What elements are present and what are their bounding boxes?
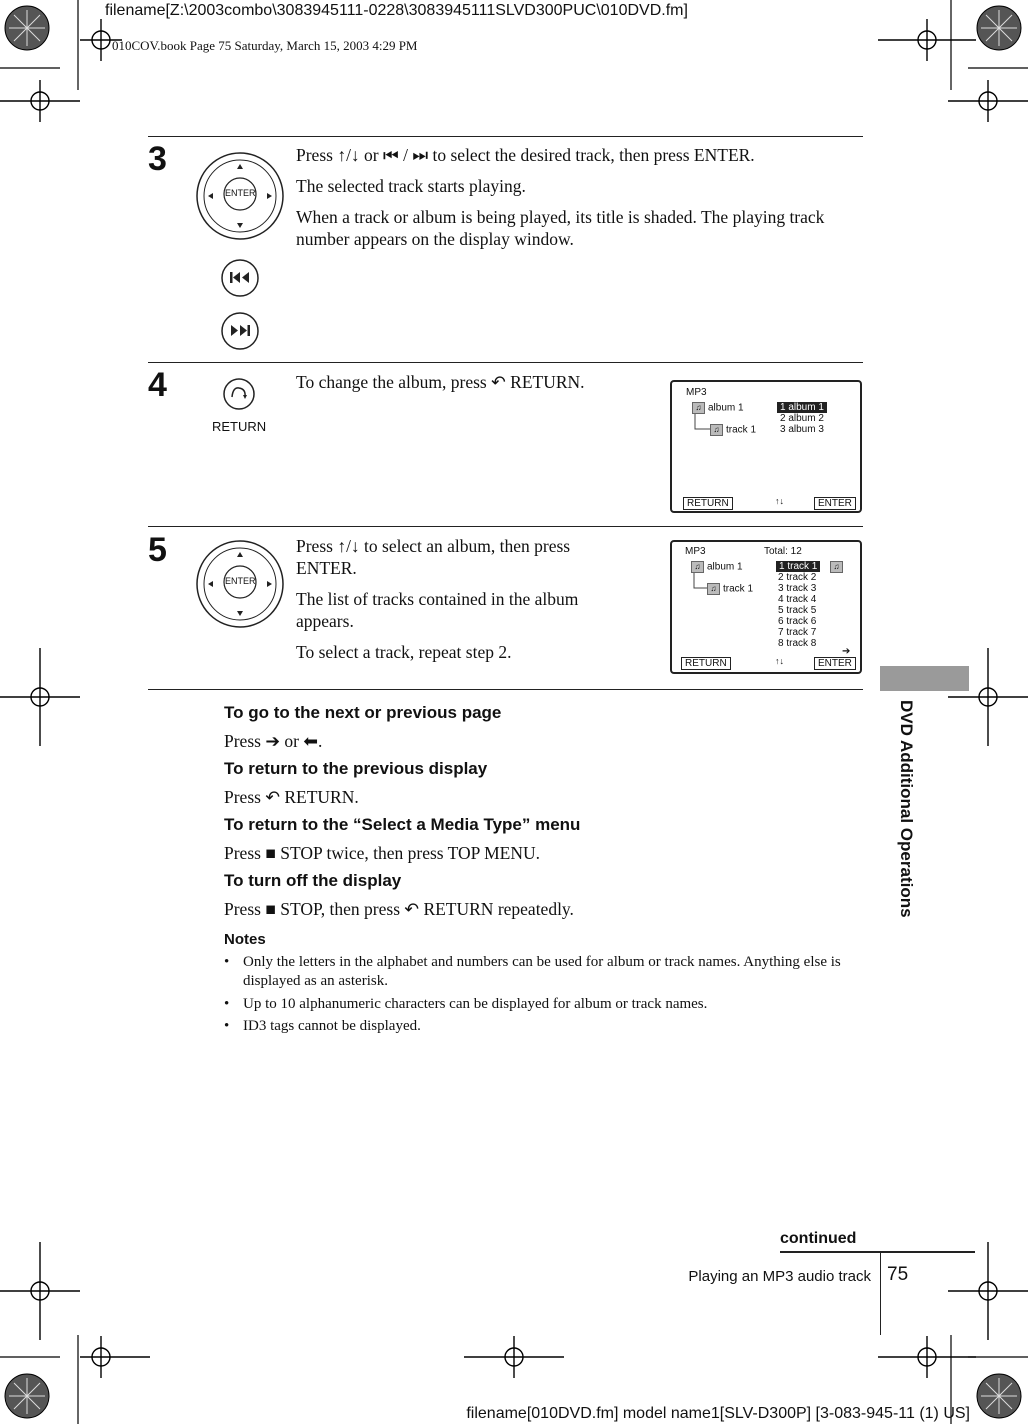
footer-filename: filename[010DVD.fm] model name1[SLV-D300P] [3-083-945-11 (1) US] (466, 1405, 970, 1422)
return-icon (222, 377, 256, 416)
step-5-text (296, 535, 626, 672)
list-item: 2 album 2 (780, 413, 824, 424)
enter-label: ENTER (225, 576, 256, 586)
section-body: Press ■ STOP, then press ↶ RETURN repeatedly. (224, 899, 574, 919)
list-item: 5 track 5 (778, 605, 817, 616)
list-item: 3 album 3 (780, 424, 824, 435)
step-paragraph: The list of tracks contained in the album appears. (296, 589, 579, 631)
header-filename: filename[Z:\2003combo\3083945111-0228\3083945111SLVD300PUC\010DVD.fm] (105, 2, 688, 19)
step-3-text (296, 144, 862, 259)
screen-total: Total: 12 (764, 546, 802, 557)
continued-label: continued (780, 1230, 857, 1247)
header-book-info: 010COV.book Page 75 Saturday, March 15, 2003 4:29 PM (112, 38, 418, 53)
notes-list (224, 953, 864, 1036)
section-heading: To return to the “Select a Media Type” menu (224, 815, 581, 834)
screen-updown-arrows: ↑↓ (775, 656, 784, 666)
step-paragraph: To change the album, press ↶ RETURN. (296, 372, 585, 392)
step-divider (148, 526, 863, 527)
note-item: • Only the letters in the alphabet and numbers can be used for album or track names. Anything else is displayed as an asterisk. (224, 954, 841, 989)
list-item-selected: 1 album 1 (777, 402, 827, 413)
note-item: • ID3 tags cannot be displayed. (224, 1018, 421, 1034)
step-paragraph: Press ↑/↓ to select an album, then press ENTER. (296, 536, 571, 578)
list-item: 4 track 4 (778, 594, 817, 605)
next-track-icon (220, 311, 260, 356)
music-note-icon: ♫ (692, 402, 705, 414)
step-paragraph: When a track or album is being played, its title is shaded. The playing track number appears on the display window. (296, 207, 825, 249)
list-item-selected: 1 track 1 (776, 561, 820, 572)
step-divider (148, 362, 863, 363)
step-number: 4 (148, 366, 167, 404)
tree-connector (694, 414, 712, 434)
section-heading: To go to the next or previous page (224, 703, 502, 722)
section-heading: To turn off the display (224, 871, 402, 890)
side-tab-marker (880, 666, 969, 691)
more-right-arrow: ➔ (842, 646, 851, 657)
tree-connector (693, 573, 711, 593)
step-paragraph: Press ↑/↓ or ⏮ / ⏭ to select the desired track, then press ENTER. (296, 145, 755, 165)
step-paragraph: To select a track, repeat step 2. (296, 642, 512, 662)
step-divider (148, 689, 863, 690)
screen-enter-button: ENTER (814, 657, 856, 670)
step-number: 5 (148, 531, 167, 569)
list-item: 7 track 7 (778, 627, 817, 638)
music-note-icon: ♫ (691, 561, 704, 573)
step-4-text (296, 371, 656, 402)
section-body: Press ↶ RETURN. (224, 787, 359, 807)
step-number: 3 (148, 140, 167, 178)
enter-pad-icon (195, 151, 285, 241)
screen-updown-arrows: ↑↓ (775, 496, 784, 506)
enter-pad-icon (195, 539, 285, 629)
section-body: Press ■ STOP twice, then press TOP MENU. (224, 843, 541, 863)
return-label: RETURN (212, 419, 267, 434)
tree-album: ♫ album 1 (692, 402, 744, 414)
mp3-track-screen (670, 540, 862, 674)
side-tab-label: DVD Additional Operations (897, 700, 916, 918)
music-note-icon: ♫ (707, 583, 720, 595)
prev-track-icon (220, 258, 260, 303)
music-note-icon: ♫ (710, 424, 723, 436)
page-number: 75 (887, 1264, 909, 1285)
footer-section-title: Playing an MP3 audio track (688, 1268, 871, 1285)
mp3-album-screen (670, 380, 862, 513)
footer-vertical-rule (880, 1251, 881, 1335)
list-item: 6 track 6 (778, 616, 817, 627)
tree-track: ♫ track 1 (707, 583, 753, 595)
music-note-icon: ♫ (830, 561, 843, 573)
list-item: 2 track 2 (778, 572, 817, 583)
screen-title: MP3 (685, 546, 706, 557)
section-body: Press ➔ or ⬅. (224, 731, 323, 751)
list-item: 8 track 8 (778, 638, 817, 649)
step-divider (148, 136, 863, 137)
notes-heading: Notes (224, 931, 266, 948)
step-paragraph: The selected track starts playing. (296, 176, 526, 196)
screen-return-button: RETURN (683, 497, 733, 510)
note-item: • Up to 10 alphanumeric characters can be displayed for album or track names. (224, 996, 708, 1012)
screen-title: MP3 (686, 387, 707, 398)
list-item: 3 track 3 (778, 583, 817, 594)
screen-enter-button: ENTER (814, 497, 856, 510)
tree-track: ♫ track 1 (710, 424, 756, 436)
tree-album: ♫ album 1 (691, 561, 743, 573)
enter-label: ENTER (225, 188, 256, 198)
footer-rule (780, 1251, 975, 1253)
screen-return-button: RETURN (681, 657, 731, 670)
section-heading: To return to the previous display (224, 759, 488, 778)
